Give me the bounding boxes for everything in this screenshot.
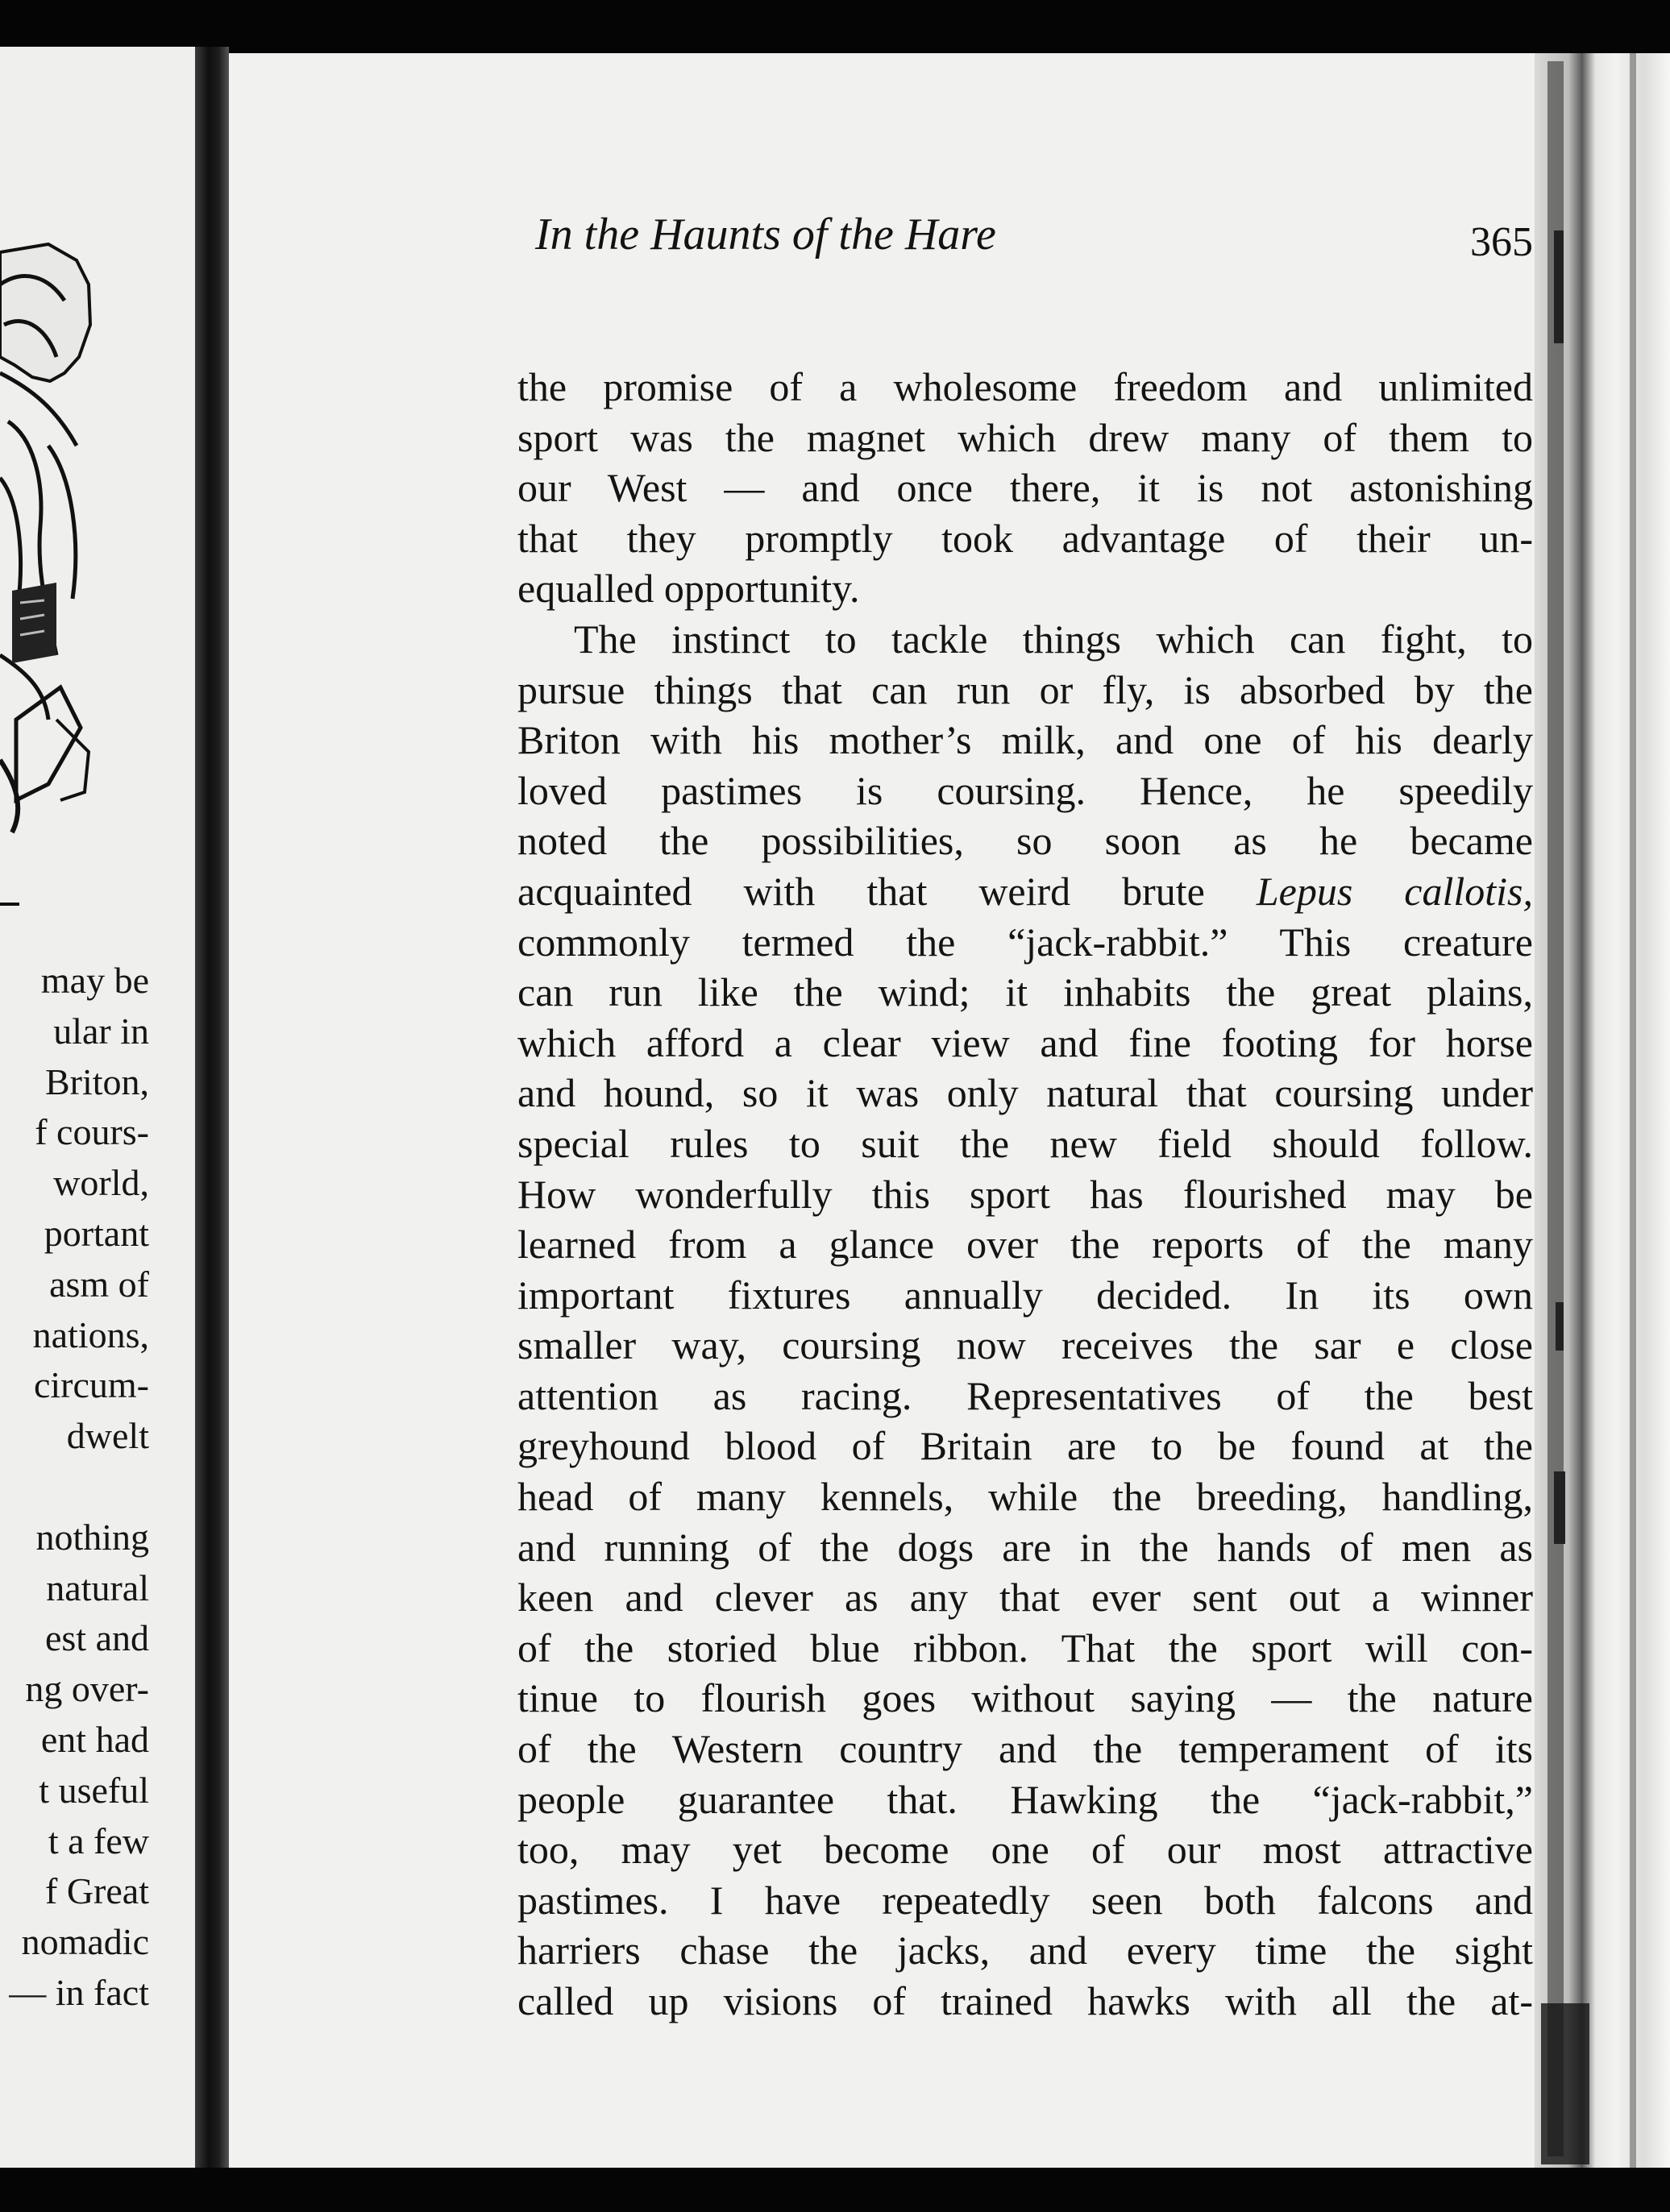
latin-species-name: Lepus callotis, bbox=[1256, 868, 1533, 914]
left-facing-page bbox=[0, 47, 195, 2174]
text-line: greyhound blood of Britain are to be found at the bbox=[517, 1423, 1533, 1469]
text-line-with-latin bbox=[517, 866, 1533, 917]
left-line: t useful bbox=[39, 1769, 149, 1811]
text-segment: acquainted with that weird brute bbox=[517, 868, 1205, 914]
left-line: est and bbox=[44, 1617, 149, 1659]
left-line: circum- bbox=[33, 1364, 149, 1406]
right-page bbox=[229, 53, 1535, 2173]
left-line: nations, bbox=[32, 1314, 149, 1355]
text-line: pastimes. I have repeatedly seen both falcons and bbox=[517, 1877, 1533, 1923]
left-line: asm of bbox=[49, 1263, 149, 1305]
left-line: ng over- bbox=[25, 1668, 149, 1710]
text-line: important fixtures annually decided. In its own bbox=[517, 1272, 1533, 1318]
text-line: learned from a glance over the reports of the many bbox=[517, 1222, 1533, 1268]
left-line: may be bbox=[40, 960, 149, 1001]
text-line: that they promptly took advantage of their un- bbox=[517, 515, 1533, 561]
text-line: of the Western country and the temperament of its bbox=[517, 1726, 1533, 1772]
page-edge-stack bbox=[1535, 53, 1670, 2173]
text-line: and hound, so it was only natural that coursing under bbox=[517, 1070, 1533, 1116]
book-gutter bbox=[195, 47, 229, 2174]
edge-mark bbox=[1554, 230, 1564, 343]
running-head bbox=[535, 206, 1599, 263]
text-line: special rules to suit the new field should follow. bbox=[517, 1120, 1533, 1166]
left-line: — in fact bbox=[9, 1971, 149, 2013]
left-page-text bbox=[0, 956, 149, 2019]
text-line: our West — and once there, it is not astonishing bbox=[517, 465, 1533, 511]
edge-mark bbox=[1630, 53, 1636, 2173]
scan-top-border bbox=[0, 0, 1670, 58]
text-line: pursue things that can run or fly, is absorbed by the bbox=[517, 666, 1533, 712]
left-line: ular in bbox=[53, 1010, 149, 1052]
edge-mark bbox=[1554, 1471, 1565, 1544]
text-line: of the storied blue ribbon. That the sport will con- bbox=[517, 1625, 1533, 1670]
body-text bbox=[517, 362, 1533, 2027]
text-line: keen and clever as any that ever sent out a winner bbox=[517, 1575, 1533, 1621]
left-line: dwelt bbox=[66, 1415, 149, 1457]
text-line: How wonderfully this sport has flourished may be bbox=[517, 1171, 1533, 1217]
edge-mark bbox=[1556, 1302, 1564, 1351]
running-title: In the Haunts of the Hare bbox=[535, 210, 996, 259]
edge-mark bbox=[1541, 2003, 1589, 2164]
left-line bbox=[0, 1462, 149, 1513]
left-line: world, bbox=[53, 1162, 149, 1204]
left-line: ent had bbox=[40, 1718, 149, 1760]
text-line: tinue to flourish goes without saying — the nature bbox=[517, 1675, 1533, 1721]
text-line: head of many kennels, while the breeding, handling, bbox=[517, 1474, 1533, 1520]
left-line: portant bbox=[44, 1212, 149, 1254]
text-line: Briton with his mother’s milk, and one of his dearly bbox=[517, 717, 1533, 763]
text-line: too, may yet become one of our most attractive bbox=[517, 1827, 1533, 1873]
left-line: f cours- bbox=[35, 1111, 149, 1153]
edge-mark bbox=[1547, 61, 1564, 2156]
sportsman-illustration-icon bbox=[0, 236, 97, 840]
text-line: commonly termed the “jack-rabbit.” This creature bbox=[517, 919, 1533, 965]
left-line: Briton, bbox=[44, 1060, 149, 1102]
text-line: the promise of a wholesome freedom and unlimited bbox=[517, 364, 1533, 409]
text-line: and running of the dogs are in the hands of men as bbox=[517, 1524, 1533, 1570]
text-line: which afford a clear view and fine footing for horse bbox=[517, 1019, 1533, 1065]
text-line: loved pastimes is coursing. Hence, he speedily bbox=[517, 767, 1533, 813]
text-line: equalled opportunity. bbox=[517, 566, 860, 612]
paragraph-first-line: The instinct to tackle things which can fight, to bbox=[574, 616, 1533, 662]
text-line: smaller way, coursing now receives the sar e close bbox=[517, 1322, 1533, 1368]
text-line: noted the possibilities, so soon as he became bbox=[517, 818, 1533, 864]
text-line: harriers chase the jacks, and every time the sight bbox=[517, 1928, 1533, 1973]
scan-bottom-border bbox=[0, 2168, 1670, 2212]
left-line: t a few bbox=[48, 1820, 149, 1861]
left-line: nothing bbox=[35, 1516, 149, 1558]
text-line: sport was the magnet which drew many of them to bbox=[517, 414, 1533, 460]
page-number: 365 bbox=[1470, 219, 1533, 265]
text-line: called up visions of trained hawks with all the at- bbox=[517, 1978, 1533, 2023]
left-line: f Great bbox=[45, 1870, 149, 1912]
left-dash bbox=[0, 903, 19, 906]
left-line: natural bbox=[46, 1567, 149, 1608]
text-line: attention as racing. Representatives of the best bbox=[517, 1372, 1533, 1418]
left-line: nomadic bbox=[21, 1921, 149, 1963]
text-line: people guarantee that. Hawking the “jack-rabbit,” bbox=[517, 1776, 1533, 1822]
text-line: can run like the wind; it inhabits the great plains, bbox=[517, 969, 1533, 1015]
